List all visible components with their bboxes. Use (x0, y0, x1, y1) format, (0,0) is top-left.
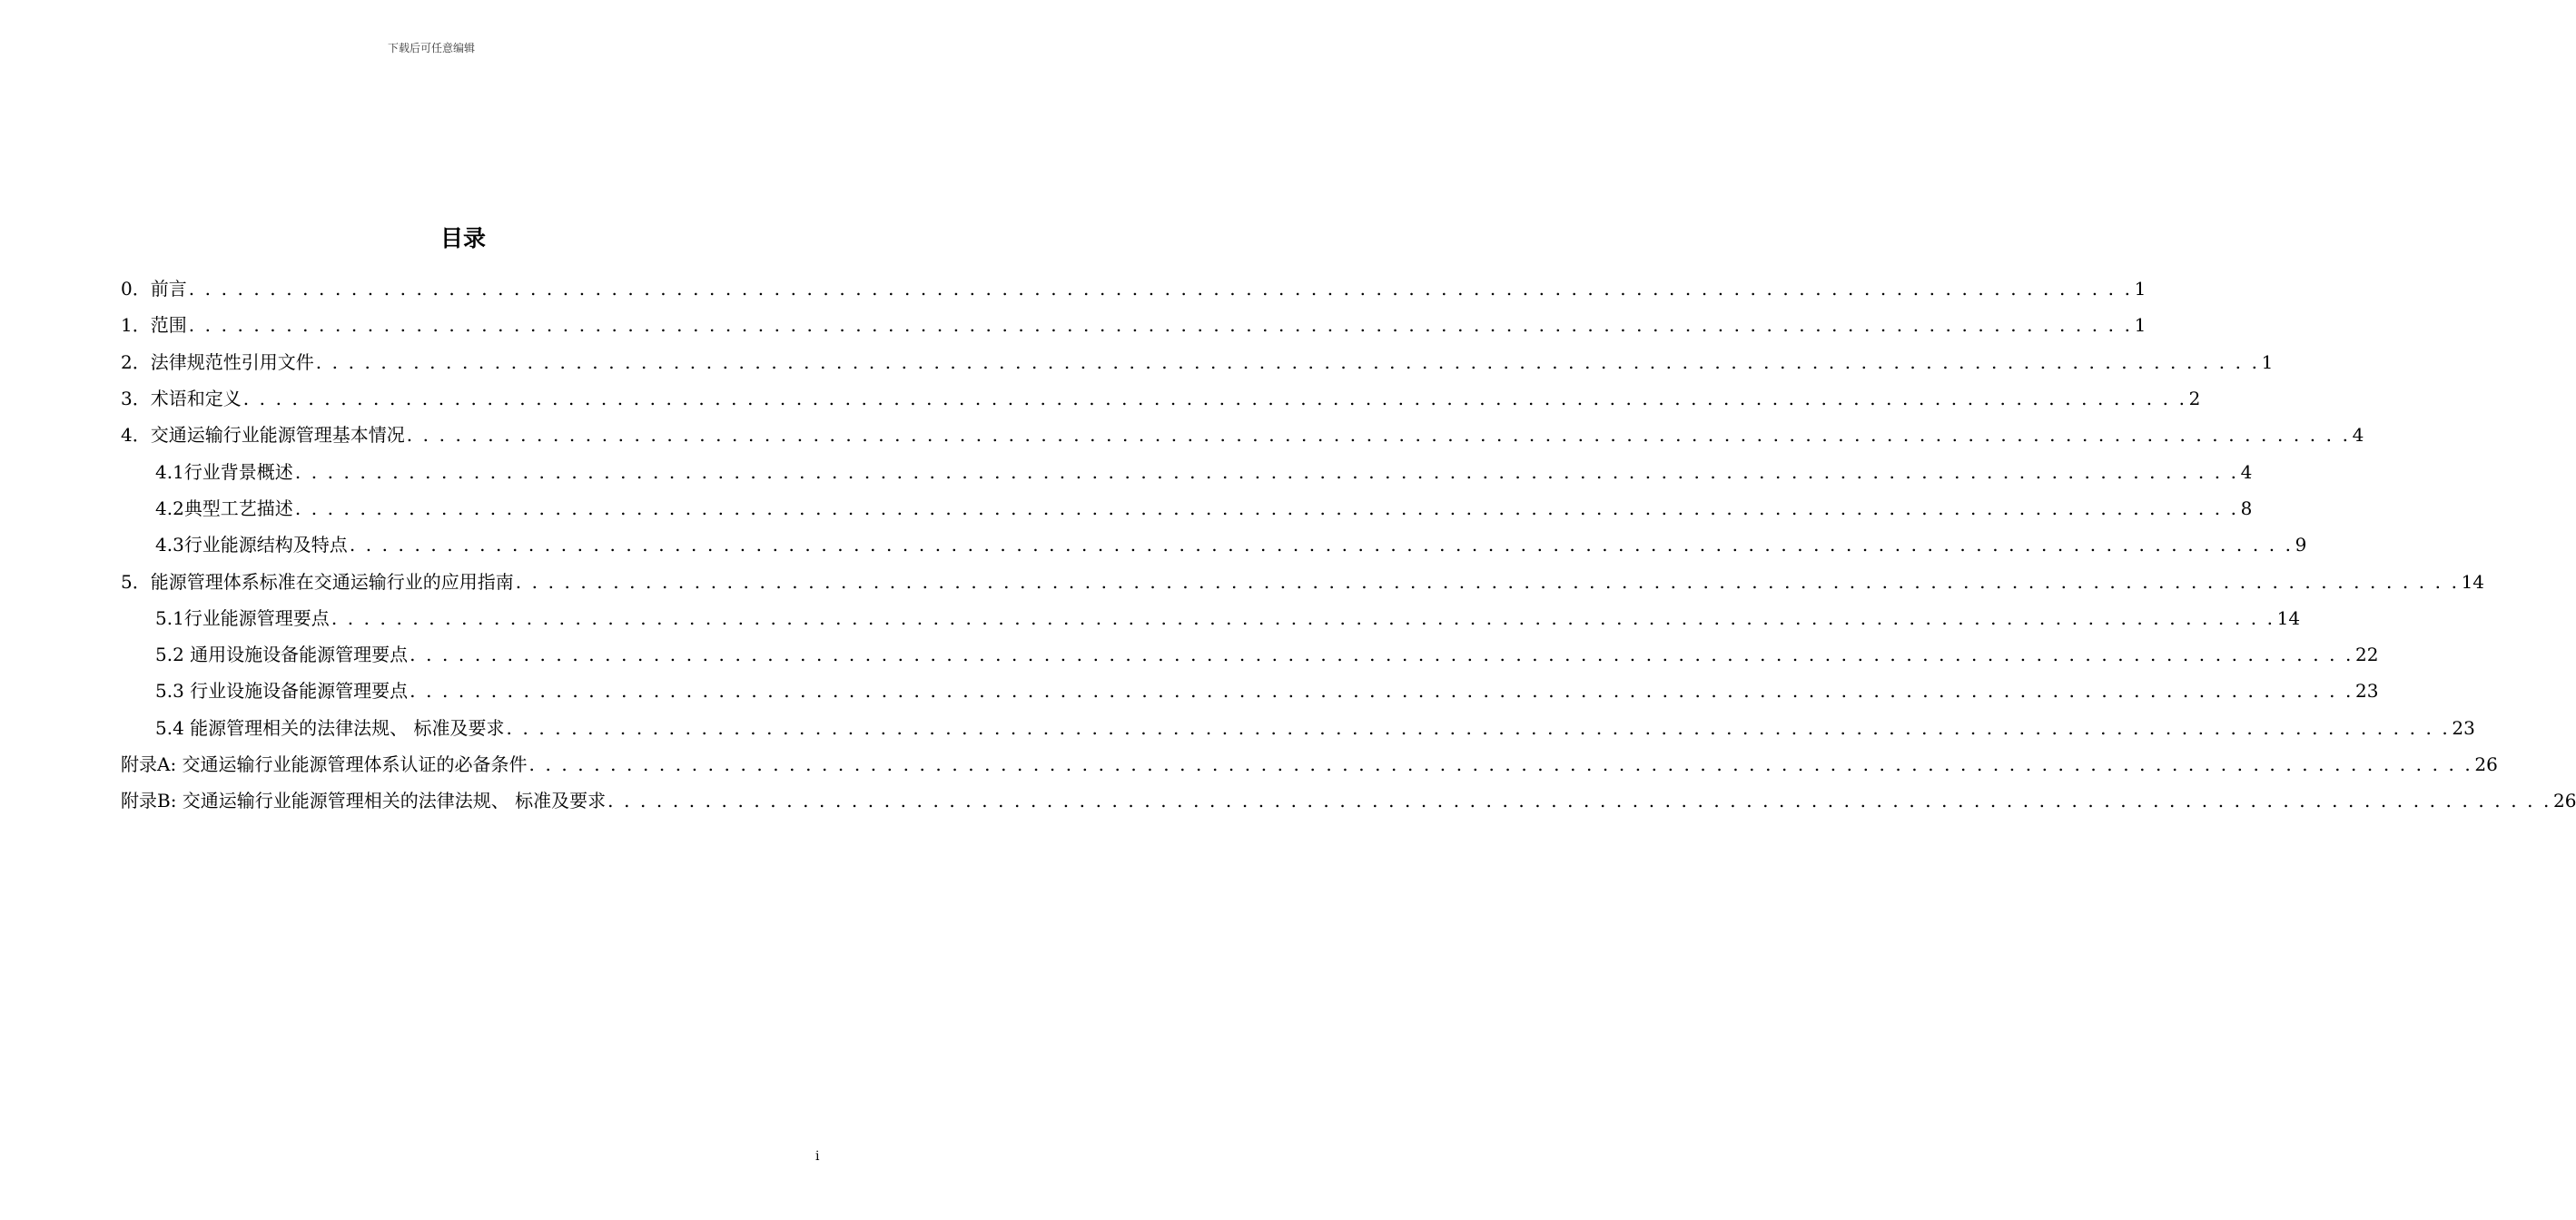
toc-entry-page: 26 (2552, 790, 2576, 812)
toc-entry-page: 1 (2261, 350, 2274, 373)
toc-entry-page: 1 (2134, 278, 2147, 300)
toc-entry[interactable] (121, 636, 2379, 673)
toc-entry[interactable] (121, 563, 2485, 599)
toc-entry-label (155, 532, 348, 557)
toc-entry-number: 2． (121, 350, 151, 373)
toc-leader-dots: . . . . . . . . . . . . . . . . . . . . . . . . . . . . . . . . . . . . . . . . . . . . . . . . . . . . . . . . . . . . . . . . . . . . . . . . . . . . . . . . . . . . . . . . . . . . . . . . . . . . . . . . . . . . . . . . . . . . . . . . (315, 350, 2260, 373)
toc-entry-number: 5.4 (155, 716, 191, 739)
toc-entry-text: 前言 (150, 278, 187, 300)
toc-entry[interactable] (121, 600, 2301, 636)
toc-entry-number: 附录A: (121, 753, 183, 775)
toc-entry-page: 4 (2352, 424, 2364, 447)
toc-entry-label (155, 678, 408, 703)
toc-entry-number: 4.1 (155, 460, 184, 483)
toc-entry-label (121, 569, 514, 595)
toc-entry-page: 2 (2188, 388, 2201, 410)
toc-entry-number: 附录B: (121, 790, 183, 812)
toc-entry-number: 1． (121, 314, 151, 337)
toc-entry-text: 范围 (150, 314, 187, 337)
toc-entry-number: 3． (121, 388, 151, 410)
toc-leader-dots: . . . . . . . . . . . . . . . . . . . . . . . . . . . . . . . . . . . . . . . . . . . . . . . . . . . . . . . . . . . . . . . . . . . . . . . . . . . . . . . . . . . . . . . . . . . . . . . . . . . . . . . . . . . . . . . . . . . . . . . . (188, 314, 2133, 337)
toc-entry[interactable] (121, 673, 2379, 709)
toc-entry-page: 4 (2240, 460, 2253, 483)
toc-entry-page: 9 (2295, 534, 2307, 556)
footer-page-number: i (815, 1149, 820, 1164)
toc-entry-text: 典型工艺描述 (183, 497, 293, 519)
toc-entry[interactable] (121, 417, 2364, 453)
toc-leader-dots: . . . . . . . . . . . . . . . . . . . . . . . . . . . . . . . . . . . . . . . . . . . . . . . . . . . . . . . . . . . . . . . . . . . . . . . . . . . . . . . . . . . . . . . . . . . . . . . . . . . . . . . . . . . . . . . . . . . . . . . . (506, 716, 2451, 739)
toc-entry-text: 交通运输行业能源管理基本情况 (150, 424, 405, 447)
toc-entry-label (155, 642, 408, 667)
toc-leader-dots: . . . . . . . . . . . . . . . . . . . . . . . . . . . . . . . . . . . . . . . . . . . . . . . . . . . . . . . . . . . . . . . . . . . . . . . . . . . . . . . . . . . . . . . . . . . . . . . . . . . . . . . . . . . . . . . . . . . . . . . . (331, 606, 2275, 629)
toc-entry-text: 法律规范性引用文件 (150, 350, 314, 373)
toc-entry-label (121, 386, 242, 411)
toc-entry-text: 行业背景概述 (183, 460, 293, 483)
toc-entry-label (121, 312, 187, 338)
toc-entry-text: 术语和定义 (150, 388, 242, 410)
toc-entry[interactable] (121, 526, 2307, 563)
toc-entry-page: 26 (2474, 753, 2498, 775)
toc-entry-text: 交通运输行业能源管理体系认证的必备条件 (182, 753, 528, 775)
toc-entry-page: 8 (2240, 497, 2253, 519)
toc-entry-page: 23 (2355, 680, 2379, 703)
toc-entry-number: 5.2 (155, 644, 191, 666)
toc-entry-page: 22 (2355, 644, 2379, 666)
toc-entry-text: 交通运输行业能源管理相关的法律法规、 标准及要求 (182, 790, 607, 812)
toc-entry-text: 能源管理相关的法律法规、 标准及要求 (190, 716, 505, 739)
toc-list (121, 271, 2576, 819)
toc-entry-label (155, 496, 293, 521)
toc-leader-dots: . . . . . . . . . . . . . . . . . . . . . . . . . . . . . . . . . . . . . . . . . . . . . . . . . . . . . . . . . . . . . . . . . . . . . . . . . . . . . . . . . . . . . . . . . . . . . . . . . . . . . . . . . . . . . . . . . . . . . . . . (528, 753, 2473, 775)
toc-entry-label (155, 715, 505, 741)
toc-leader-dots: . . . . . . . . . . . . . . . . . . . . . . . . . . . . . . . . . . . . . . . . . . . . . . . . . . . . . . . . . . . . . . . . . . . . . . . . . . . . . . . . . . . . . . . . . . . . . . . . . . . . . . . . . . . . . . . . . . . . . . . . (349, 534, 2294, 556)
toc-entry[interactable] (121, 453, 2253, 489)
toc-entry[interactable] (121, 746, 2498, 782)
toc-leader-dots: . . . . . . . . . . . . . . . . . . . . . . . . . . . . . . . . . . . . . . . . . . . . . . . . . . . . . . . . . . . . . . . . . . . . . . . . . . . . . . . . . . . . . . . . . . . . . . . . . . . . . . . . . . . . . . . . . . . . . . . . (188, 278, 2133, 300)
toc-entry[interactable] (121, 271, 2147, 307)
toc-entry-label (155, 605, 330, 631)
toc-entry-number: 5.3 (155, 680, 191, 703)
toc-leader-dots: . . . . . . . . . . . . . . . . . . . . . . . . . . . . . . . . . . . . . . . . . . . . . . . . . . . . . . . . . . . . . . . . . . . . . . . . . . . . . . . . . . . . . . . . . . . . . . . . . . . . . . . . . . . . . . . . . . . . . . . . (607, 790, 2551, 812)
toc-entry[interactable] (121, 344, 2274, 380)
toc-leader-dots: . . . . . . . . . . . . . . . . . . . . . . . . . . . . . . . . . . . . . . . . . . . . . . . . . . . . . . . . . . . . . . . . . . . . . . . . . . . . . . . . . . . . . . . . . . . . . . . . . . . . . . . . . . . . . . . . . . . . . . . . (242, 388, 2187, 410)
toc-entry-page: 23 (2452, 716, 2475, 739)
toc-entry-number: 4.3 (155, 534, 184, 556)
toc-entry-label (121, 276, 187, 301)
toc-entry-text: 行业能源结构及特点 (183, 534, 348, 556)
toc-entry[interactable] (121, 782, 2576, 819)
toc-entry-label (155, 459, 293, 485)
toc-entry-text: 行业能源管理要点 (183, 606, 330, 629)
toc-entry[interactable] (121, 307, 2147, 343)
toc-entry-label (121, 349, 314, 375)
toc-entry-number: 5． (121, 570, 151, 593)
toc-leader-dots: . . . . . . . . . . . . . . . . . . . . . . . . . . . . . . . . . . . . . . . . . . . . . . . . . . . . . . . . . . . . . . . . . . . . . . . . . . . . . . . . . . . . . . . . . . . . . . . . . . . . . . . . . . . . . . . . . . . . . . . . (406, 424, 2351, 447)
toc-entry[interactable] (121, 490, 2253, 526)
toc-entry-page: 1 (2134, 314, 2147, 337)
toc-leader-dots: . . . . . . . . . . . . . . . . . . . . . . . . . . . . . . . . . . . . . . . . . . . . . . . . . . . . . . . . . . . . . . . . . . . . . . . . . . . . . . . . . . . . . . . . . . . . . . . . . . . . . . . . . . . . . . . . . . . . . . . . (410, 680, 2354, 703)
toc-leader-dots: . . . . . . . . . . . . . . . . . . . . . . . . . . . . . . . . . . . . . . . . . . . . . . . . . . . . . . . . . . . . . . . . . . . . . . . . . . . . . . . . . . . . . . . . . . . . . . . . . . . . . . . . . . . . . . . . . . . . . . . . (515, 570, 2460, 593)
toc-title: 目录 (439, 225, 486, 251)
toc-entry-number: 5.1 (155, 606, 184, 629)
toc-entry-page: 14 (2276, 606, 2301, 629)
toc-entry-number: 4． (121, 424, 151, 447)
toc-entry-label (121, 422, 405, 448)
toc-entry-label (121, 752, 528, 777)
toc-entry-number: 0． (121, 278, 151, 300)
header-note: 下载后可任意编辑 (387, 42, 475, 54)
toc-leader-dots: . . . . . . . . . . . . . . . . . . . . . . . . . . . . . . . . . . . . . . . . . . . . . . . . . . . . . . . . . . . . . . . . . . . . . . . . . . . . . . . . . . . . . . . . . . . . . . . . . . . . . . . . . . . . . . . . . . . . . . . . (294, 460, 2239, 483)
toc-leader-dots: . . . . . . . . . . . . . . . . . . . . . . . . . . . . . . . . . . . . . . . . . . . . . . . . . . . . . . . . . . . . . . . . . . . . . . . . . . . . . . . . . . . . . . . . . . . . . . . . . . . . . . . . . . . . . . . . . . . . . . . . (410, 644, 2354, 666)
toc-entry-label (121, 788, 606, 813)
toc-entry-text: 能源管理体系标准在交通运输行业的应用指南 (150, 570, 514, 593)
toc-entry-number: 4.2 (155, 497, 184, 519)
toc-entry-text: 通用设施设备能源管理要点 (190, 644, 409, 666)
toc-entry-page: 14 (2461, 570, 2485, 593)
toc-leader-dots: . . . . . . . . . . . . . . . . . . . . . . . . . . . . . . . . . . . . . . . . . . . . . . . . . . . . . . . . . . . . . . . . . . . . . . . . . . . . . . . . . . . . . . . . . . . . . . . . . . . . . . . . . . . . . . . . . . . . . . . . (294, 497, 2239, 519)
toc-entry[interactable] (121, 380, 2201, 417)
toc-entry-text: 行业设施设备能源管理要点 (190, 680, 409, 703)
toc-entry[interactable] (121, 710, 2475, 746)
